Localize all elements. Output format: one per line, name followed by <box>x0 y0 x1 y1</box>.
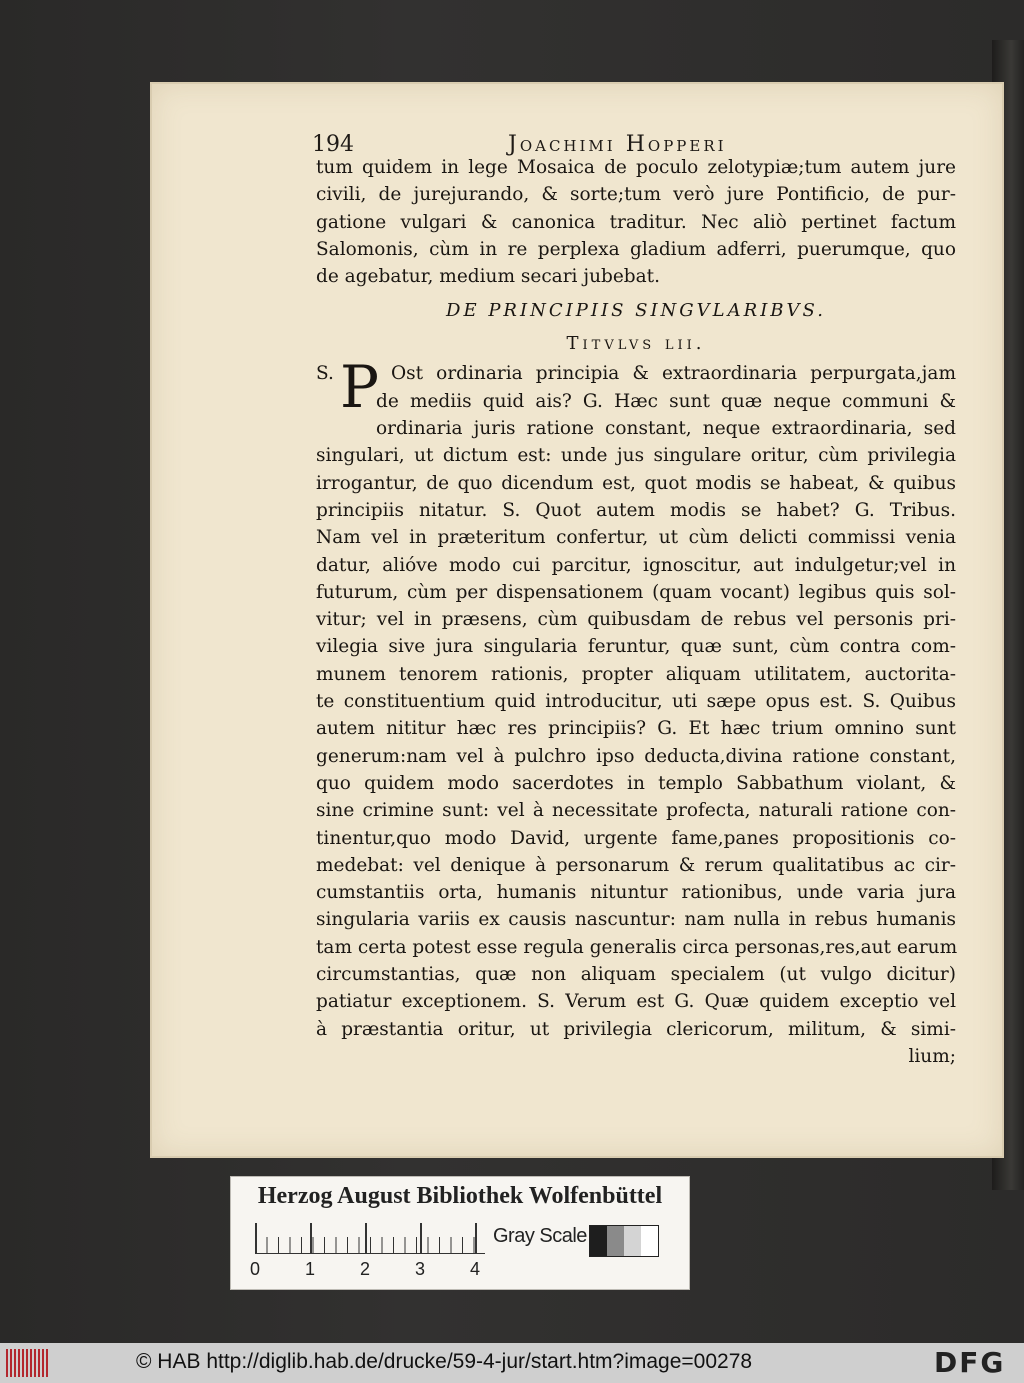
gray-swatch <box>624 1226 641 1256</box>
page-number: 194 <box>312 132 354 157</box>
text-line: tam certa potest esse regula generalis circa personas,res,aut earum <box>316 936 958 958</box>
color-calibration-bar <box>230 1176 690 1290</box>
running-head: Joachimi Hopperi <box>508 132 727 157</box>
ruler <box>255 1223 485 1254</box>
indented-lines <box>316 388 956 443</box>
title-heading: Titvlvs lii. <box>566 333 706 355</box>
text-line: à præstantia oritur, ut privilegia clericorum, militum, & simi- <box>316 1018 956 1040</box>
text-line: tinentur,quo modo David, urgente fame,panes propositionis co- <box>316 827 956 849</box>
text-line: datur, alióve modo cui parcitur, ignoscitur, aut indulgetur;vel in <box>316 554 956 576</box>
body-paragraph <box>316 442 956 1043</box>
text-line: quo quidem modo sacerdotes in templo Sabbathum violant, & <box>316 772 956 794</box>
ruler-major-tick <box>475 1223 477 1253</box>
dfg-logo[interactable]: DFG <box>934 1346 1006 1379</box>
text-line: sine crimine sunt: vel à necessitate profecta, naturali ratione con- <box>316 800 956 822</box>
text-line: Salomonis, cùm in re perplexa gladium adferri, puerumque, quo <box>316 238 956 260</box>
first-line-text: Ost ordinaria principia & extraordinaria perpurgata,jam <box>391 363 956 385</box>
text-line: circumstantias, quæ non aliquam specialem (ut vulgo dicitur) <box>316 964 956 986</box>
text-line: vilegia sive jura singularia feruntur, quæ sunt, cùm contra com- <box>316 636 956 658</box>
text-line: ordinaria juris ratione constant, neque extraordinaria, sed <box>376 418 956 440</box>
text-line: autem nititur hæc res principiis? G. Et hæc trium omnino sunt <box>316 718 956 740</box>
text-line: futurum, cùm per dispensationem (quam vocant) legibus quis sol- <box>316 581 956 603</box>
ruler-major-tick <box>255 1223 257 1253</box>
ruler-number: 2 <box>360 1259 371 1279</box>
gray-scale-swatches <box>589 1225 659 1257</box>
gray-swatch <box>607 1226 624 1256</box>
ruler-number: 0 <box>250 1259 261 1279</box>
text-line: de agebatur, medium secari jubebat. <box>316 266 660 288</box>
text-line: patiatur exceptionem. S. Verum est G. Quæ quidem exceptio vel <box>316 991 956 1013</box>
page-text <box>316 154 956 1070</box>
ruler-number: 1 <box>305 1259 316 1279</box>
hab-logo-icon[interactable] <box>6 1349 50 1377</box>
ruler-number: 3 <box>415 1259 426 1279</box>
text-line: de mediis quid ais? G. Hæc sunt quæ neque communi & <box>376 390 956 412</box>
speaker-s: S. <box>316 363 334 385</box>
text-line: vitur; vel in præsens, cùm quibusdam de rebus vel personis pri- <box>316 609 956 631</box>
text-line: principiis nitatur. S. Quot autem modis se habet? G. Tribus. <box>316 499 956 521</box>
ruler-number: 4 <box>470 1259 481 1279</box>
source-url[interactable]: © HAB http://diglib.hab.de/drucke/59-4-jur/start.htm?image=00278 <box>136 1350 753 1373</box>
book-page <box>152 84 1002 1156</box>
footer-bar <box>0 1343 1024 1383</box>
opening-paragraph <box>316 154 956 290</box>
gray-swatch <box>590 1226 607 1256</box>
text-line: singulari, ut dictum est: unde jus singulare oritur, cùm privilegia <box>316 445 956 467</box>
text-line: munem tenorem rationis, propter aliquam utilitatem, auctorita- <box>316 663 956 685</box>
gray-swatch <box>641 1226 658 1256</box>
ruler-major-tick <box>310 1223 312 1253</box>
ruler-major-tick <box>365 1223 367 1253</box>
section-heading: DE PRINCIPIIS SINGVLARIBVS. <box>446 300 826 322</box>
text-line: Nam vel in præteritum confertur, ut cùm delicti commissi venia <box>316 527 956 549</box>
gray-scale-label: Gray Scale <box>493 1225 587 1247</box>
text-line: tum quidem in lege Mosaica de poculo zelotypiæ;tum autem jure <box>316 157 956 178</box>
ruler-major-tick <box>420 1223 422 1253</box>
text-line: civili, de jurejurando, & sorte;tum verò jure Pontificio, de pur- <box>316 184 956 206</box>
text-line: singularia variis ex causis nascuntur: nam nulla in rebus humanis <box>316 909 956 931</box>
text-line: irrogantur, de quo dicendum est, quot modis se habeat, & quibus <box>316 472 956 494</box>
text-line: cumstantiis orta, humanis nituntur rationibus, unde varia jura <box>316 882 956 904</box>
text-line: generum:nam vel à pulchro ipso deducta,divina ratione constant, <box>316 745 956 767</box>
catchword: lium; <box>908 1045 956 1067</box>
text-line: medebat: vel denique à personarum & rerum qualitatibus ac cir- <box>316 854 956 876</box>
text-line: gatione vulgari & canonica traditur. Nec aliò pertinet factum <box>316 211 956 233</box>
text-line: te constituentium quid introducitur, uti sæpe opus est. S. Quibus <box>316 691 956 713</box>
library-name: Herzog August Bibliothek Wolfenbüttel <box>257 1183 663 1209</box>
drop-cap: P <box>340 353 380 422</box>
